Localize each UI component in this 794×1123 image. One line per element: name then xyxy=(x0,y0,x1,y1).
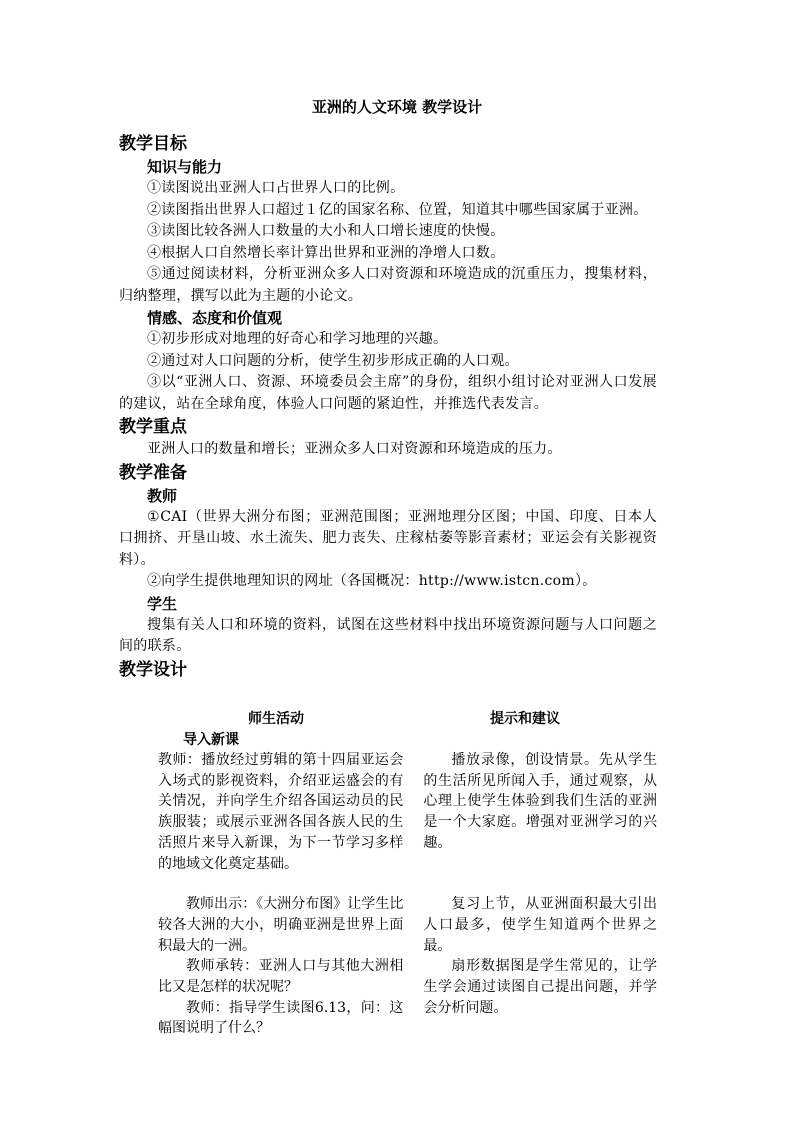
subheading-teacher: 教师 xyxy=(147,486,178,505)
intro-heading: 导入新课 xyxy=(183,732,239,748)
tip-text: 扇形数据图是学生常见的，让学生学会通过读图自己提出问题，并学会分析问题。 xyxy=(423,958,657,1016)
tip-text: 复习上节，从亚洲面积最大引出人口最多，使学生知道两个世界之最。 xyxy=(423,896,657,954)
focus-text: 亚洲人口的数量和增长；亚洲众多人口对资源和环境造成的压力。 xyxy=(147,441,562,457)
tip-cell xyxy=(423,750,657,874)
activity-cell xyxy=(158,750,403,874)
activity-cell xyxy=(158,894,403,1039)
col-header-activities: 师生活动 xyxy=(248,711,304,727)
design-table xyxy=(119,708,657,1039)
subheading-attitude: 情感、态度和价值观 xyxy=(147,309,283,327)
goal-item: ②读图指出世界人口超过１亿的国家名称、位置，知道其中哪些国家属于亚洲。 xyxy=(147,201,648,218)
document-title: 亚洲的人文环境 教学设计 xyxy=(311,98,483,116)
heading-goals: 教学目标 xyxy=(119,134,187,154)
goal-item: ③读图比较各洲人口数量的大小和人口增长速度的快慢。 xyxy=(147,223,505,239)
goal-item: ④根据人口自然增长率计算出世界和亚洲的净增人口数。 xyxy=(147,244,505,261)
table-row xyxy=(119,894,657,1039)
table-header xyxy=(119,708,657,730)
col-header-tips: 提示和建议 xyxy=(490,711,560,727)
heading-design: 教学设计 xyxy=(119,659,187,680)
subheading-student: 学生 xyxy=(147,594,178,613)
goal-item: ①读图说出亚洲人口占世界人口的比例。 xyxy=(147,180,405,196)
tip-text: 播放录像，创设情景。先从学生的生活所见所闻入手，通过观察，从心理上使学生体验到我们生活的亚洲是一个大家庭。增强对亚洲学习的兴趣。 xyxy=(423,752,657,851)
activity-text: 教师：播放经过剪辑的第十四届亚运会入场式的影视资料，介绍亚运盛会的有关情况，并向学生介绍各国运动员的民族服装；或展示亚洲各国各族人民的生活照片来导入新课，为下一节学习多样的地域文化奠定基础。 xyxy=(158,752,404,872)
activity-text: 教师出示：《大洲分布图》让学生比较各大洲的大小，明确亚洲是世界上面积最大的一洲。 xyxy=(158,896,404,954)
subheading-knowledge: 知识与能力 xyxy=(147,158,223,176)
attitude-item: ③以“亚洲人口、资源、环境委员会主席”的身份，组织小组讨论对亚洲人口发展的建议，站在全球角度，体验人口问题的紧迫性，并推选代表发言。 xyxy=(119,374,657,412)
tip-cell xyxy=(423,894,657,1039)
activity-text: 教师：指导学生读图6.13，问：这幅图说明了什么？ xyxy=(158,999,404,1037)
prep-item: ①CAI（世界大洲分布图；亚洲范围图；亚洲地理分区图；中国、印度、日本人口拥挤、开垦山坡、水土流失、肥力丧失、庄稼枯萎等影音素材；亚运会有关影视资料）。 xyxy=(119,508,657,568)
attitude-item: ②通过对人口问题的分析，使学生初步形成正确的人口观。 xyxy=(147,352,519,369)
table-row xyxy=(119,750,657,874)
heading-focus: 教学重点 xyxy=(119,417,187,437)
prep-item: ②向学生提供地理知识的网址（各国概况：http://www.istcn.com）。 xyxy=(147,573,597,589)
activity-text: 教师承转：亚洲人口与其他大洲相比又是怎样的状况呢？ xyxy=(158,958,404,996)
heading-prep: 教学准备 xyxy=(119,462,187,483)
main-content xyxy=(119,132,657,682)
student-text: 搜集有关人口和环境的资料，试图在这些材料中找出环境资源问题与人口问题之间的联系。 xyxy=(119,616,657,654)
goal-item: ⑤通过阅读材料，分析亚洲众多人口对资源和环境造成的沉重压力，搜集材料，归纳整理，撰写以此为主题的小论文。 xyxy=(119,266,657,304)
attitude-item: ①初步形成对地理的好奇心和学习地理的兴趣。 xyxy=(147,331,448,347)
